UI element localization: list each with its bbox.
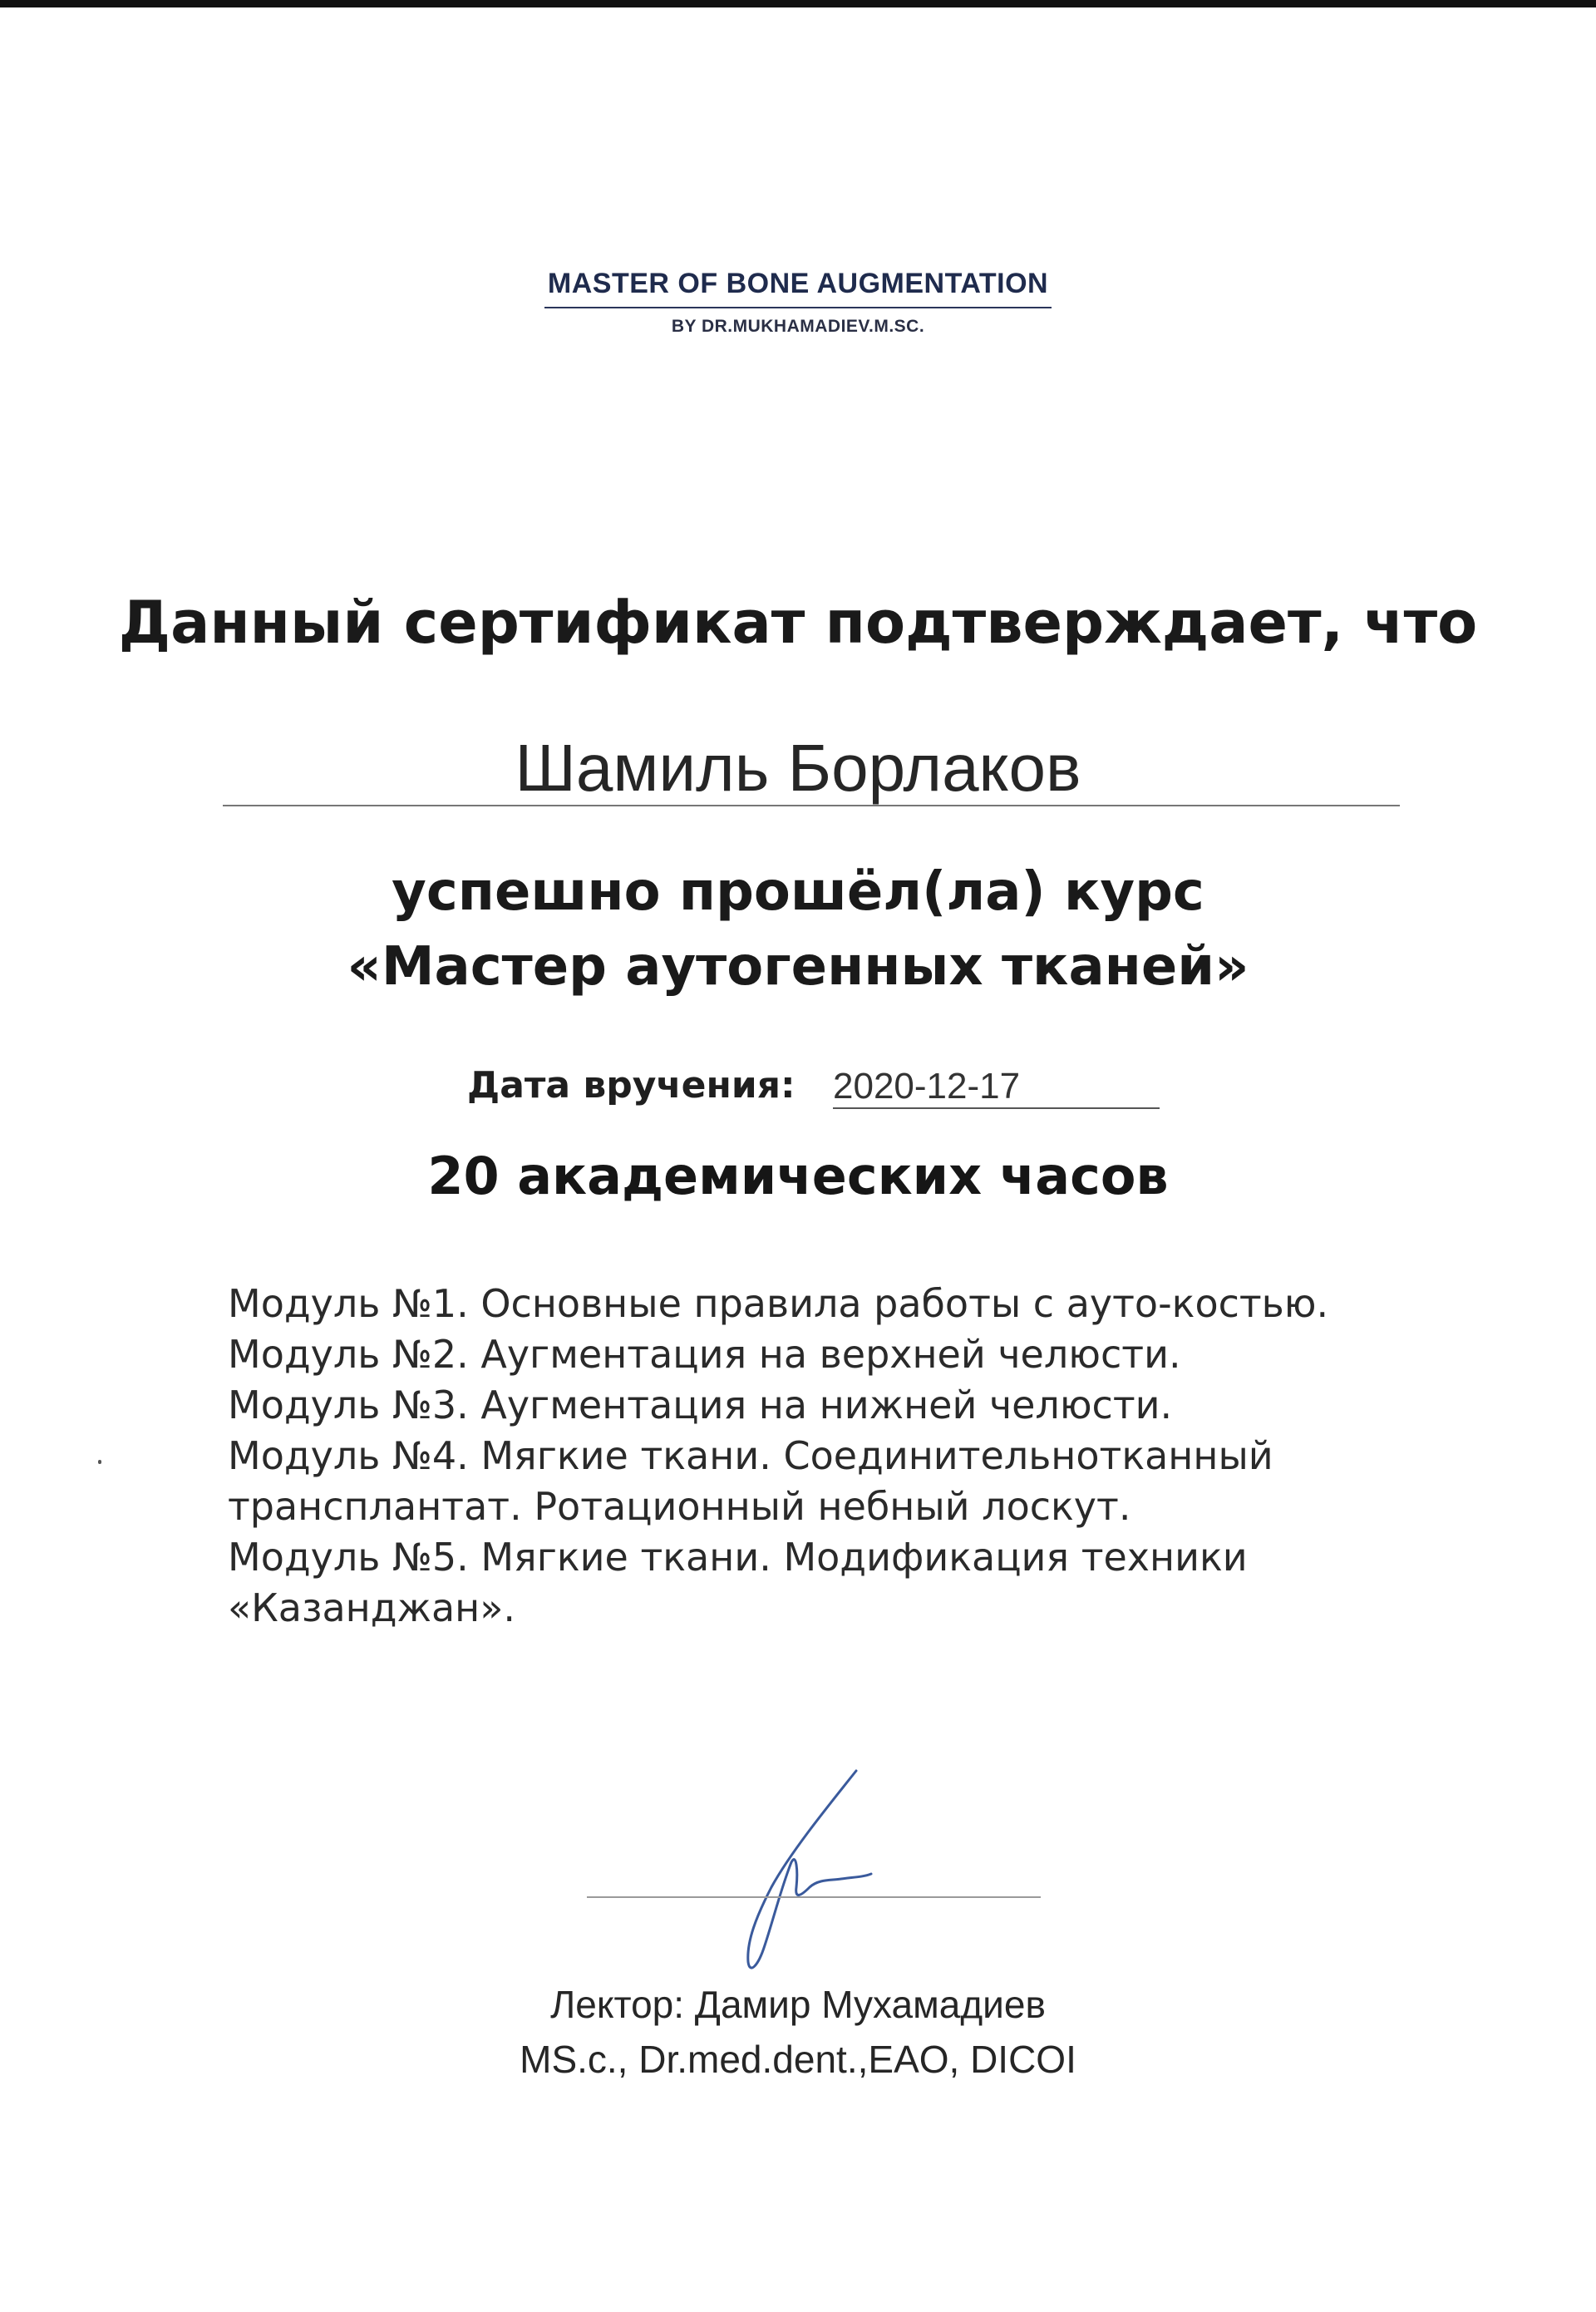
scan-speck — [98, 1460, 101, 1464]
module-line: Модуль №2. Аугментация на верхней челюсти. — [228, 1332, 1181, 1377]
academic-hours: 20 академических часов — [427, 1146, 1169, 1206]
certificate-intro: Данный сертификат подтверждает, что — [118, 589, 1478, 657]
course-name: «Мастер аутогенных тканей» — [347, 936, 1249, 998]
issue-date-value: 2020-12-17 — [833, 1066, 1021, 1107]
completed-text: успешно прошёл(ла) курс — [392, 861, 1204, 923]
brand-subtitle: BY DR.MUKHAMADIEV.M.SC. — [671, 317, 925, 336]
module-line: Модуль №4. Мягкие ткани. Соединительнотканный — [228, 1433, 1273, 1478]
signature-line — [587, 1896, 1041, 1898]
module-line: «Казанджан». — [228, 1585, 515, 1630]
recipient-underline — [223, 805, 1400, 806]
lecturer-name: Лектор: Дамир Мухамадиев — [550, 1983, 1046, 2026]
brand-header — [0, 268, 1596, 337]
modules-list — [228, 1279, 1441, 1634]
lecturer-signature — [698, 1762, 898, 1979]
issue-date-underline — [833, 1107, 1160, 1109]
module-line: Модуль №1. Основные правила работы с ауто-костью. — [228, 1281, 1329, 1326]
module-line: Модуль №3. Аугментация на нижней челюсти. — [228, 1383, 1173, 1427]
issue-date-label: Дата вручения: — [467, 1064, 796, 1107]
lecturer-credentials: MS.c., Dr.med.dent.,EAO, DICOI — [520, 2038, 1076, 2081]
module-line: Модуль №5. Мягкие ткани. Модификация техники — [228, 1535, 1248, 1580]
scan-top-edge — [0, 0, 1596, 7]
issue-date-row — [467, 1064, 1298, 1114]
module-line: трансплантат. Ротационный небный лоскут. — [228, 1484, 1131, 1529]
recipient-name: Шамиль Борлаков — [515, 731, 1081, 805]
brand-title: MASTER OF BONE AUGMENTATION — [544, 268, 1052, 308]
